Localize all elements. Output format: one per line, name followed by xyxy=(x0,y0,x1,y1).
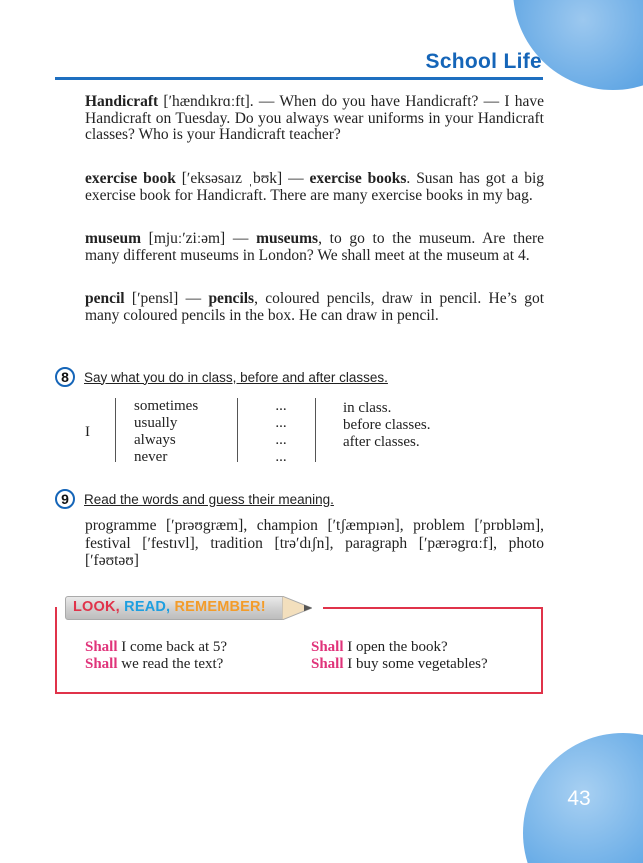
entry-text: , to go to the museum. Are there many different museums in London? We shall meet at the museum at 4. xyxy=(85,230,544,264)
example-right xyxy=(311,656,488,673)
exercise-number-badge: 8 xyxy=(55,367,75,387)
adverb-item: sometimes xyxy=(134,398,199,414)
exercise-9-heading xyxy=(55,489,334,509)
shall-keyword: Shall xyxy=(85,639,118,655)
blank-dots: ... xyxy=(275,398,287,414)
example-text: I open the book? xyxy=(343,639,448,655)
blank-dots: ... xyxy=(275,449,287,465)
ending-item: in class. xyxy=(343,400,392,416)
entry-text: — When do you have Handicraft? — I have Handicraft on Tuesday. Do you always wear uniforms in your Handicraft classes? Who is your Handicraft teacher? xyxy=(85,93,544,143)
page-title: School Life xyxy=(425,50,542,73)
vocab-entry-museum xyxy=(85,231,544,264)
label-read: READ, xyxy=(124,599,171,615)
entry-plural: pencils xyxy=(208,290,255,307)
shall-keyword: Shall xyxy=(311,639,344,655)
entry-plural: exercise books xyxy=(309,170,407,187)
entry-transcription: [ʹhændıkrɑːft]. xyxy=(158,93,254,110)
example-text: I come back at 5? xyxy=(117,639,228,655)
entry-transcription: [ʹpensl] — xyxy=(124,290,209,307)
endings-column xyxy=(343,400,430,451)
vocab-entry-handicraft xyxy=(85,94,544,144)
shall-keyword: Shall xyxy=(85,655,118,672)
pencil-tip-icon xyxy=(282,596,312,620)
entry-transcription: [ʹeksəsaız ˌbʊk] — xyxy=(175,170,310,187)
ending-item: after classes. xyxy=(343,434,420,450)
box-top-line xyxy=(323,607,543,609)
example-right xyxy=(311,639,448,656)
blank-dots: ... xyxy=(275,415,287,431)
shall-examples xyxy=(85,639,545,672)
entry-text: . Susan has got a big exercise book for Handicraft. There are many exercise books in my bag. xyxy=(85,170,544,204)
entry-transcription: [mjuːʹziːəm] — xyxy=(140,230,257,247)
example-left xyxy=(85,656,311,673)
adverb-item: usually xyxy=(134,415,178,431)
header-rule xyxy=(55,77,543,80)
adverb-item: never xyxy=(134,449,168,465)
table-divider xyxy=(115,398,116,462)
substitution-table xyxy=(85,398,465,464)
word-list: programme [ʹprəʊgræm], champion [ʹtʃæmpıən], problem [ʹprɒbləm], festival [ʹfestıvl], tradition [trəʹdıʃn], paragraph [ʹpærəgrɑːf], photo [ʹfəʊtəʊ] xyxy=(85,517,544,569)
entry-word: museum xyxy=(85,230,141,247)
pencil-banner xyxy=(65,596,315,620)
page-number: 43 xyxy=(567,787,591,810)
entry-plural: museums xyxy=(256,230,319,247)
exercise-number-badge: 9 xyxy=(55,489,75,509)
exercise-instruction: Say what you do in class, before and after classes. xyxy=(84,369,388,385)
example-row xyxy=(85,656,545,673)
table-divider xyxy=(315,398,316,462)
exercise-instruction: Read the words and guess their meaning. xyxy=(84,491,334,507)
table-divider xyxy=(237,398,238,462)
example-text: we read the text? xyxy=(117,655,224,672)
example-left xyxy=(85,639,311,656)
vocab-entry-exercise-book xyxy=(85,171,544,204)
example-text: I buy some vegetables? xyxy=(343,655,488,672)
adverbs-column xyxy=(134,398,198,466)
label-remember: REMEMBER! xyxy=(174,599,266,615)
example-row xyxy=(85,639,545,656)
subject-cell: I xyxy=(85,424,90,440)
banner-label xyxy=(73,599,266,615)
adverb-item: always xyxy=(134,432,176,448)
exercise-8-heading xyxy=(55,367,388,387)
dots-column xyxy=(271,398,291,466)
entry-word: pencil xyxy=(85,290,125,307)
label-look: LOOK, xyxy=(73,599,120,615)
vocab-entry-pencil xyxy=(85,291,544,324)
entry-word: Handicraft xyxy=(85,93,159,110)
entry-text: , coloured pencils, draw in pencil. He’s got many coloured pencils in the box. He can draw in pencil. xyxy=(85,290,545,324)
ending-item: before classes. xyxy=(343,417,431,433)
entry-word: exercise book xyxy=(85,170,176,187)
blank-dots: ... xyxy=(275,432,287,448)
shall-keyword: Shall xyxy=(311,655,344,672)
